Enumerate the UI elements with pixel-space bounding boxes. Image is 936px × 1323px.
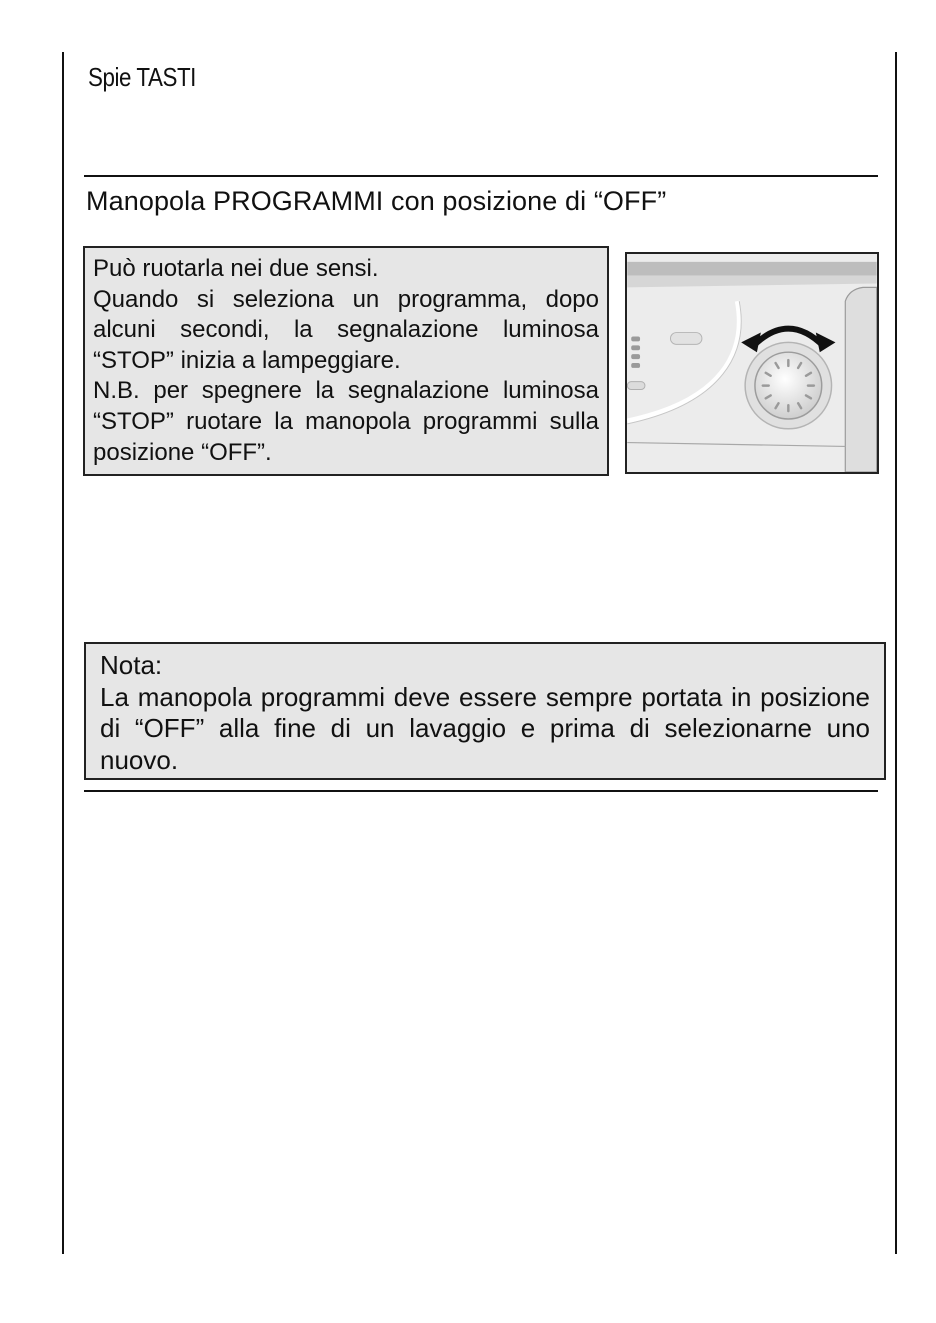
instruction-line-2: Quando si seleziona un programma, dopo alcuni secondi, la segnalazione luminosa “STOP” inizia a lampeggiare. — [93, 285, 599, 374]
note-label: Nota: — [100, 650, 163, 680]
instruction-box — [83, 246, 609, 476]
note-box — [84, 642, 886, 780]
program-dial-illustration — [625, 252, 879, 474]
note-text: La manopola programmi deve essere sempre portata in posizione di “OFF” alla fine di un lavaggio e prima di selezionarne uno nuovo. — [100, 681, 870, 775]
left-margin-line — [62, 52, 64, 1254]
instruction-line-3: N.B. per spegnere la segnalazione luminosa “STOP” ruotare la manopola programmi sulla posizione “OFF”. — [93, 377, 599, 466]
section-divider-bottom — [84, 790, 878, 792]
section-divider-top — [84, 175, 878, 177]
instruction-line-1: Può ruotarla nei due sensi. — [93, 255, 379, 282]
section-title: Manopola PROGRAMMI con posizione di “OFF” — [86, 186, 667, 216]
right-margin-line — [895, 52, 897, 1254]
page-header: Spie TASTI — [88, 62, 196, 92]
